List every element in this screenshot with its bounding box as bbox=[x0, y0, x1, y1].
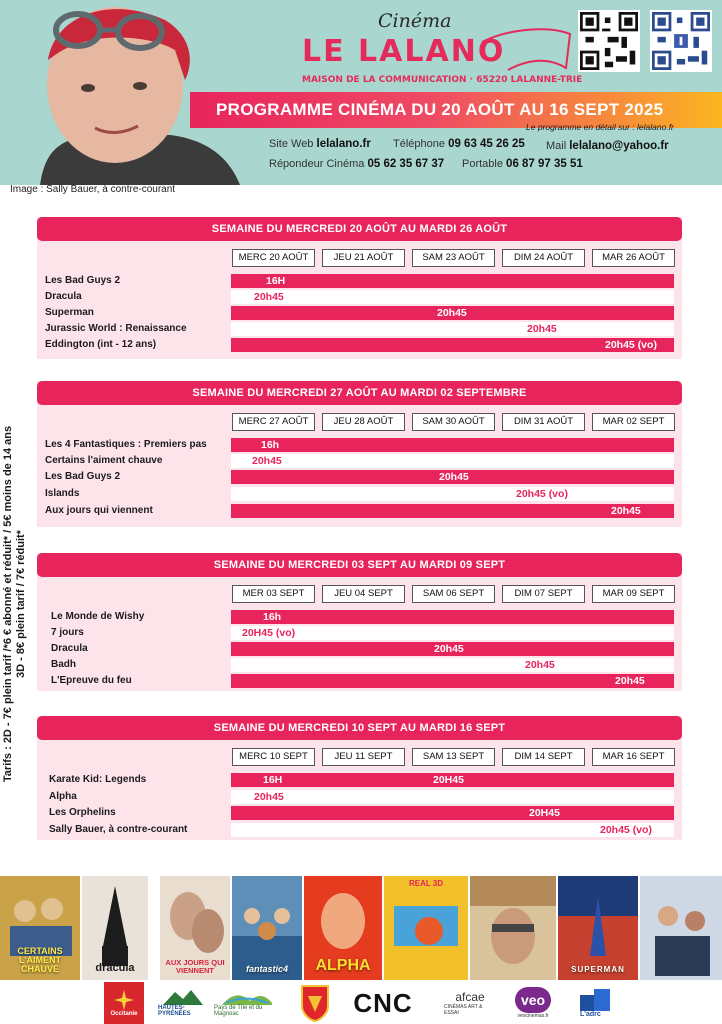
programme-title: PROGRAMME CINÉMA DU 20 AOÛT AU 16 SEPT 2025 bbox=[216, 100, 664, 119]
contact-mobile bbox=[462, 158, 583, 170]
film-title: L'Epreuve du feu bbox=[51, 675, 132, 686]
poster-bad-guys-2[interactable] bbox=[384, 876, 468, 980]
showtime: 20h45 bbox=[615, 675, 645, 687]
showtime-bar bbox=[231, 806, 674, 820]
logo-label: CNC bbox=[353, 987, 413, 1018]
tariff-line-2d: Tarifs : 2D - 7€ plein tarif /*6 € abonné et réduit* / 5€ moins de 14 ans bbox=[2, 425, 14, 783]
day-header: DIM 07 SEPT bbox=[502, 585, 585, 603]
day-header: JEU 04 SEPT bbox=[322, 585, 405, 603]
mountain-icon bbox=[163, 989, 203, 1005]
day-header: MAR 02 SEPT bbox=[592, 413, 675, 431]
day-header: MAR 16 SEPT bbox=[592, 748, 675, 766]
film-title: Les Bad Guys 2 bbox=[45, 471, 121, 482]
poster-certains-l-aiment-chauve[interactable] bbox=[0, 876, 80, 980]
poster-eddington[interactable] bbox=[470, 876, 556, 980]
poster-alpha[interactable] bbox=[304, 876, 382, 980]
showtime-bar bbox=[231, 306, 674, 320]
showtime: 20h45 bbox=[437, 307, 467, 319]
contact-phone bbox=[393, 138, 525, 150]
poster-title: CERTAINS L'AIMENT CHAUVE bbox=[17, 946, 63, 974]
week-4 bbox=[37, 716, 682, 840]
contact-answering bbox=[269, 158, 444, 170]
brand-swoosh-icon bbox=[480, 20, 575, 75]
showtime: 16h bbox=[263, 611, 282, 623]
showtime-bar bbox=[231, 470, 674, 484]
showtime: 20h45 bbox=[254, 791, 284, 803]
logo-adrc[interactable] bbox=[580, 982, 614, 1024]
showtime: 20h45 bbox=[434, 643, 464, 655]
film-title: Badh bbox=[51, 659, 76, 670]
week-2 bbox=[37, 381, 682, 527]
poster-title: dracula bbox=[95, 962, 135, 974]
showtime: 16H bbox=[266, 275, 286, 287]
logo-sublabel: veocinemas.fr bbox=[517, 1013, 549, 1019]
partner-logos bbox=[0, 982, 722, 1024]
showtime: 20h45 bbox=[527, 323, 557, 335]
week-title: SEMAINE DU MERCREDI 20 AOÛT AU MARDI 26 AOÛT bbox=[37, 217, 682, 241]
contact-answering-label: Répondeur Cinéma bbox=[269, 158, 365, 170]
showtime: 20h45 bbox=[611, 505, 641, 517]
poster-fantastic4[interactable] bbox=[232, 876, 302, 980]
header bbox=[0, 0, 722, 185]
film-title: Jurassic World : Renaissance bbox=[45, 323, 187, 334]
showtime: 20h45 (vo) bbox=[516, 488, 568, 500]
showtime: 20h45 (vo) bbox=[600, 824, 652, 836]
showtime-bar bbox=[231, 610, 674, 624]
film-title: Dracula bbox=[51, 643, 88, 654]
logo-sublabel: CINÉMAS ART & ESSAI bbox=[444, 1004, 483, 1016]
week-title: SEMAINE DU MERCREDI 03 SEPT AU MARDI 09 SEPT bbox=[37, 553, 682, 577]
showtime: 16H bbox=[263, 774, 283, 786]
film-title: Alpha bbox=[49, 791, 77, 802]
tariff-line-3d: 3D - 8€ plein tarif / 7€ réduit* bbox=[15, 530, 27, 678]
logo-label: L'adrc bbox=[580, 1010, 601, 1018]
film-title: Sally Bauer, à contre-courant bbox=[49, 824, 188, 835]
logo-hautes-pyrenees[interactable] bbox=[158, 982, 208, 1024]
showtime-bar bbox=[231, 504, 674, 518]
showtime-bar bbox=[231, 674, 674, 688]
day-header: JEU 11 SEPT bbox=[322, 748, 405, 766]
day-header: DIM 31 AOÛT bbox=[502, 413, 585, 431]
contact-mobile-value: 06 87 97 35 51 bbox=[506, 158, 583, 170]
contact-phone-label: Téléphone bbox=[393, 138, 445, 150]
poster-karate-kid[interactable] bbox=[640, 876, 722, 980]
day-header: JEU 21 AOÛT bbox=[322, 249, 405, 267]
day-header: MER 03 SEPT bbox=[232, 585, 315, 603]
showtime-bar bbox=[231, 274, 674, 288]
logo-label: HAUTES-PYRÉNÉES bbox=[158, 1005, 191, 1017]
qr-code-facebook[interactable] bbox=[650, 10, 712, 72]
poster-title: REAL 3D bbox=[408, 879, 444, 888]
showtime-bar bbox=[231, 823, 674, 837]
showtime-bar bbox=[231, 626, 674, 640]
coat-of-arms-icon bbox=[300, 984, 330, 1022]
showtime: 16h bbox=[261, 439, 280, 451]
poster-aux-jours-qui-viennent[interactable] bbox=[160, 876, 230, 980]
logo-occitanie[interactable] bbox=[104, 982, 144, 1024]
showtime-bar bbox=[231, 773, 674, 787]
showtime: 20H45 (vo) bbox=[242, 627, 296, 639]
film-title: Les 4 Fantastiques : Premiers pas bbox=[45, 439, 207, 450]
day-header: MERC 20 AOÛT bbox=[232, 249, 315, 267]
logo-label: Pays de Trie et du Magnoac bbox=[214, 1005, 263, 1017]
film-title: Superman bbox=[45, 307, 94, 318]
contact-mail-value[interactable]: lelalano@yahoo.fr bbox=[569, 140, 669, 152]
photo-credit: Image : Sally Bauer, à contre-courant bbox=[10, 184, 176, 195]
day-header: SAM 23 AOÛT bbox=[412, 249, 495, 267]
contact-site[interactable] bbox=[269, 138, 371, 150]
week-title: SEMAINE DU MERCREDI 10 SEPT AU MARDI 16 SEPT bbox=[37, 716, 682, 740]
logo-label: Occitanie bbox=[110, 1011, 138, 1017]
film-title: Dracula bbox=[45, 291, 82, 302]
logo-cnc[interactable] bbox=[345, 982, 421, 1024]
showtime: 20H45 bbox=[433, 774, 464, 786]
poster-strip bbox=[0, 876, 722, 980]
poster-title: ALPHA bbox=[315, 957, 371, 974]
showtime: 20h45 bbox=[525, 659, 555, 671]
poster-title: AUX JOURS QUI VIENNENT bbox=[165, 958, 225, 975]
day-header: JEU 28 AOÛT bbox=[322, 413, 405, 431]
tariffs bbox=[0, 384, 30, 824]
poster-title: SUPERMAN bbox=[571, 965, 625, 974]
showtime: 20h45 bbox=[439, 471, 469, 483]
film-title: Le Monde de Wishy bbox=[51, 611, 145, 622]
film-title: Karate Kid: Legends bbox=[49, 774, 147, 785]
showtime: 20h45 (vo) bbox=[605, 339, 657, 351]
day-header: MAR 26 AOÛT bbox=[592, 249, 675, 267]
showtime: 20h45 bbox=[254, 291, 284, 303]
logo-lalanne-trie[interactable] bbox=[298, 982, 332, 1024]
contact-mobile-label: Portable bbox=[462, 158, 503, 170]
day-header: DIM 24 AOÛT bbox=[502, 249, 585, 267]
day-header: SAM 13 SEPT bbox=[412, 748, 495, 766]
day-header: MERC 27 AOÛT bbox=[232, 413, 315, 431]
showtime-bar bbox=[231, 487, 674, 501]
showtime: 20H45 bbox=[529, 807, 560, 819]
poster-title: fantastic4 bbox=[245, 964, 289, 974]
showtime-bar bbox=[231, 290, 674, 304]
showtime-bar bbox=[231, 454, 674, 468]
poster-art bbox=[384, 876, 468, 980]
brand-script: Cinéma bbox=[378, 10, 452, 32]
hills-icon bbox=[222, 989, 272, 1005]
film-title: 7 jours bbox=[51, 627, 84, 638]
adrc-block-icon bbox=[580, 989, 610, 1011]
contact-mail[interactable] bbox=[546, 140, 669, 152]
week-title: SEMAINE DU MERCREDI 27 AOÛT AU MARDI 02 SEPTEMBRE bbox=[37, 381, 682, 405]
showtime: 20h45 bbox=[252, 455, 282, 467]
poster-art bbox=[470, 876, 556, 980]
logo-pays-de-trie[interactable] bbox=[214, 982, 280, 1024]
logo-afcae[interactable] bbox=[444, 982, 496, 1024]
occitanie-cross-icon bbox=[113, 989, 135, 1011]
day-header: DIM 14 SEPT bbox=[502, 748, 585, 766]
showtime-bar bbox=[231, 338, 674, 352]
poster-dracula[interactable] bbox=[82, 876, 148, 980]
day-header: MERC 10 SEPT bbox=[232, 748, 315, 766]
poster-art bbox=[640, 876, 722, 980]
film-title: Les Bad Guys 2 bbox=[45, 275, 121, 286]
film-title: Les Orphelins bbox=[49, 807, 116, 818]
day-header: MAR 09 SEPT bbox=[592, 585, 675, 603]
film-title: Eddington (int - 12 ans) bbox=[45, 339, 157, 350]
day-header: SAM 06 SEPT bbox=[412, 585, 495, 603]
contact-answering-value: 05 62 35 67 37 bbox=[367, 158, 445, 170]
day-header: SAM 30 AOÛT bbox=[412, 413, 495, 431]
film-title: Certains l'aiment chauve bbox=[45, 455, 163, 466]
showtime-bar bbox=[231, 790, 674, 804]
contact-mail-label: Mail bbox=[546, 140, 567, 152]
showtime-bar bbox=[231, 322, 674, 336]
contact-site-value[interactable]: lelalano.fr bbox=[316, 138, 371, 150]
contact-site-label: Site Web bbox=[269, 138, 314, 150]
contact-phone-value: 09 63 45 26 25 bbox=[448, 138, 525, 150]
week-1 bbox=[37, 217, 682, 359]
poster-superman[interactable] bbox=[558, 876, 638, 980]
film-title: Islands bbox=[45, 488, 80, 499]
film-title: Aux jours qui viennent bbox=[45, 505, 153, 516]
showtime-bar bbox=[231, 658, 674, 672]
showtime-bar bbox=[231, 642, 674, 656]
brand-name: LE LALANO bbox=[302, 34, 506, 69]
showtime-bar bbox=[231, 438, 674, 452]
logo-label: afcae bbox=[455, 990, 485, 1004]
week-3 bbox=[37, 553, 682, 691]
brand-subtitle: MAISON DE LA COMMUNICATION · 65220 LALANNE-TRIE bbox=[302, 75, 583, 85]
logo-label: veo bbox=[515, 987, 551, 1013]
programme-note: Le programme en détail sur : lelalano.fr bbox=[526, 122, 674, 132]
qr-code-site[interactable] bbox=[578, 10, 640, 72]
logo-veo[interactable] bbox=[508, 982, 558, 1024]
